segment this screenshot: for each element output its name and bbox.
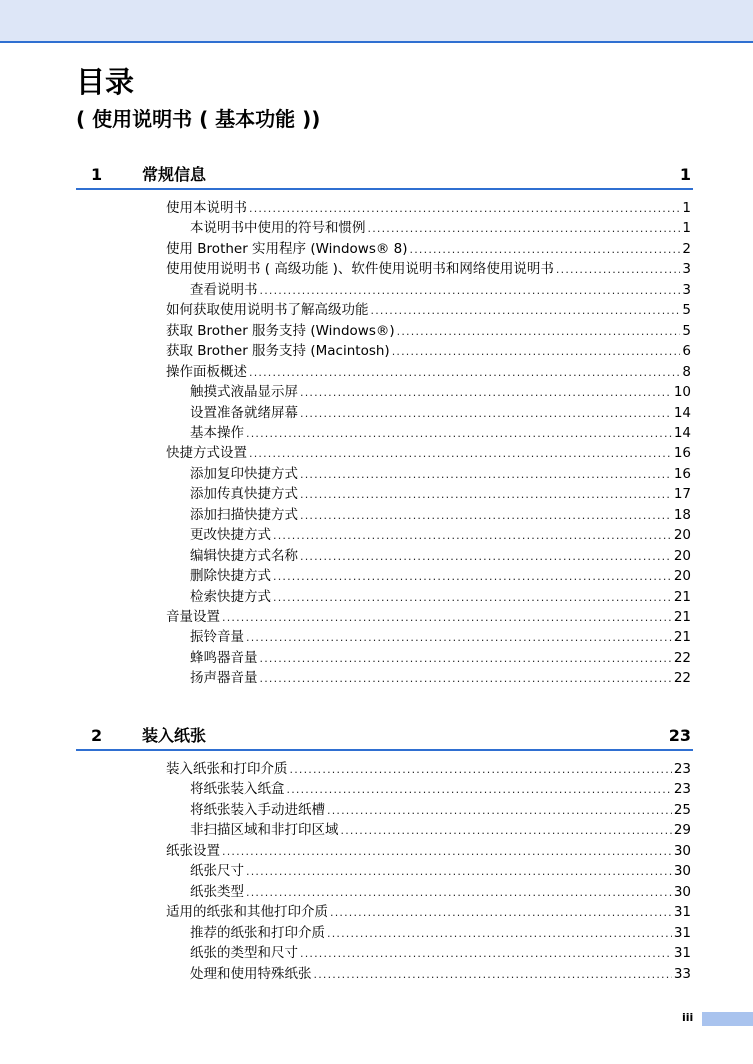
toc-entry-page: 16 <box>673 465 691 482</box>
chapter-title: 装入纸张 <box>142 726 207 745</box>
toc-leader-dots <box>260 649 672 669</box>
toc-leader-dots <box>327 924 672 944</box>
chapter-number: 2 <box>91 726 103 745</box>
toc-subentry[interactable] <box>190 484 691 504</box>
page-title: 目录 <box>76 65 135 99</box>
toc-entry-text: 基本操作 <box>190 424 244 441</box>
chapter-number: 1 <box>91 165 103 184</box>
toc-leader-dots <box>246 883 672 903</box>
toc-entry-page: 8 <box>682 363 691 380</box>
toc-entry-page: 16 <box>673 445 691 462</box>
toc-leader-dots <box>397 322 681 342</box>
chapter-page: 23 <box>668 726 691 745</box>
toc-subentry[interactable] <box>190 403 691 423</box>
toc-entry-page: 22 <box>673 670 691 687</box>
toc-entry-page: 6 <box>682 343 691 360</box>
toc-entry-page: 2 <box>682 240 691 257</box>
toc-entry-text: 蜂鸣器音量 <box>190 649 258 666</box>
toc-entry-page: 31 <box>673 945 691 962</box>
toc-subentry[interactable] <box>190 546 691 566</box>
toc-subentry[interactable] <box>190 566 691 586</box>
toc-subentry[interactable] <box>190 587 691 607</box>
toc-entry[interactable] <box>166 841 691 861</box>
toc-entry-page: 18 <box>673 506 691 523</box>
toc-entry-text: 处理和使用特殊纸张 <box>190 965 312 982</box>
toc-entry-text: 将纸张装入纸盒 <box>190 781 285 798</box>
toc-entry-text: 获取 Brother 服务支持 (Macintosh) <box>166 343 390 360</box>
toc-entry[interactable] <box>166 341 691 361</box>
toc-entry-page: 31 <box>673 924 691 941</box>
toc-leader-dots <box>300 485 672 505</box>
toc-subentry[interactable] <box>190 800 691 820</box>
toc-leader-dots <box>287 780 672 800</box>
toc-entry[interactable] <box>166 198 691 218</box>
toc-entry-page: 10 <box>673 384 691 401</box>
toc-entry[interactable] <box>166 759 691 779</box>
toc-entry-page: 30 <box>673 863 691 880</box>
toc-leader-dots <box>222 842 672 862</box>
toc-leader-dots <box>246 628 672 648</box>
toc-leader-dots <box>260 281 681 301</box>
toc-subentry[interactable] <box>190 964 691 984</box>
toc-entry-text: 非扫描区域和非打印区域 <box>190 822 339 839</box>
toc-entry-text: 使用本说明书 <box>166 200 247 216</box>
toc-entry-text: 纸张的类型和尺寸 <box>190 945 298 962</box>
toc-leader-dots <box>300 404 672 424</box>
toc-entry-page: 3 <box>682 281 691 298</box>
toc-entry-page: 1 <box>682 200 691 216</box>
footer-page-number: iii <box>682 1011 694 1024</box>
toc-entry-text: 纸张尺寸 <box>190 863 244 880</box>
toc-subentry[interactable] <box>190 861 691 881</box>
toc-entry[interactable] <box>166 259 691 279</box>
toc-leader-dots <box>246 862 672 882</box>
toc-leader-dots <box>273 588 672 608</box>
toc-entry-page: 20 <box>673 527 691 544</box>
toc-subentry[interactable] <box>190 280 691 300</box>
toc-leader-dots <box>556 260 680 280</box>
toc-subentry[interactable] <box>190 779 691 799</box>
toc-subentry[interactable] <box>190 820 691 840</box>
toc-entry-text: 获取 Brother 服务支持 (Windows®) <box>166 322 395 339</box>
toc-leader-dots <box>300 506 672 526</box>
toc-entry-page: 20 <box>673 568 691 585</box>
toc-entry-page: 30 <box>673 883 691 900</box>
chapter-page: 1 <box>679 165 691 184</box>
toc-entry[interactable] <box>166 902 691 922</box>
toc-entry-text: 推荐的纸张和打印介质 <box>190 924 325 941</box>
toc-entry-text: 使用使用说明书 ( 高级功能 )、软件使用说明书和网络使用说明书 <box>166 261 554 278</box>
toc-subentry[interactable] <box>190 648 691 668</box>
toc-subentry[interactable] <box>190 882 691 902</box>
toc-entry-page: 33 <box>673 965 691 982</box>
toc-leader-dots <box>300 547 672 567</box>
toc-entry-page: 17 <box>673 486 691 503</box>
toc-entry-page: 5 <box>682 322 691 339</box>
toc-entry-text: 本说明书中使用的符号和惯例 <box>190 220 366 237</box>
toc-subentry[interactable] <box>190 923 691 943</box>
toc-entry-text: 扬声器音量 <box>190 670 258 687</box>
toc-subentry[interactable] <box>190 382 691 402</box>
toc-leader-dots <box>249 444 672 464</box>
toc-entry-page: 31 <box>673 904 691 921</box>
toc-entry-page: 30 <box>673 842 691 859</box>
toc-entry-text: 添加扫描快捷方式 <box>190 506 298 523</box>
toc-subentry[interactable] <box>190 505 691 525</box>
toc-leader-dots <box>260 669 672 689</box>
toc-entry-page: 1 <box>682 220 691 237</box>
toc-entry[interactable] <box>166 321 691 341</box>
toc-entry-text: 触摸式液晶显示屏 <box>190 384 298 401</box>
toc-subentry[interactable] <box>190 668 691 688</box>
toc-leader-dots <box>273 567 672 587</box>
toc-entry-page: 21 <box>673 629 691 646</box>
toc-entry-text: 添加复印快捷方式 <box>190 465 298 482</box>
chapter-title: 常规信息 <box>142 165 207 184</box>
toc-leader-dots <box>327 801 672 821</box>
toc-entry-page: 21 <box>673 588 691 605</box>
toc-entry[interactable] <box>166 607 691 627</box>
toc-leader-dots <box>368 219 681 239</box>
toc-leader-dots <box>249 199 680 219</box>
toc-entry-text: 查看说明书 <box>190 281 258 298</box>
toc-leader-dots <box>330 903 672 923</box>
toc-leader-dots <box>410 240 681 260</box>
toc-entry[interactable] <box>166 362 691 382</box>
toc-leader-dots <box>246 424 672 444</box>
toc-entry[interactable] <box>166 443 691 463</box>
toc-subentry[interactable] <box>190 218 691 238</box>
toc-leader-dots <box>300 465 672 485</box>
toc-entry-text: 纸张类型 <box>190 883 244 900</box>
header-band <box>0 0 753 43</box>
toc-entry[interactable] <box>166 300 691 320</box>
toc-leader-dots <box>273 526 672 546</box>
toc-entry-text: 检索快捷方式 <box>190 588 271 605</box>
toc-leader-dots <box>341 821 672 841</box>
toc-entry-text: 快捷方式设置 <box>166 445 247 462</box>
toc-subentry[interactable] <box>190 943 691 963</box>
toc-entry-page: 5 <box>682 302 691 319</box>
toc-leader-dots <box>314 965 672 985</box>
toc-subentry[interactable] <box>190 423 691 443</box>
toc-entry-text: 删除快捷方式 <box>190 568 271 585</box>
toc-entry-text: 将纸张装入手动进纸槽 <box>190 801 325 818</box>
toc-entry-page: 3 <box>682 261 691 278</box>
toc-entry-text: 纸张设置 <box>166 842 220 859</box>
toc-entry-text: 添加传真快捷方式 <box>190 486 298 503</box>
toc-subentry[interactable] <box>190 525 691 545</box>
toc-leader-dots <box>300 383 672 403</box>
toc-entry-page: 20 <box>673 547 691 564</box>
page-subtitle: ( 使用说明书 ( 基本功能 )) <box>76 107 321 131</box>
toc-entry-page: 14 <box>673 424 691 441</box>
toc-entry-text: 操作面板概述 <box>166 363 247 380</box>
toc-leader-dots <box>392 342 681 362</box>
toc-leader-dots <box>371 301 681 321</box>
footer-bar <box>702 1012 753 1026</box>
toc-entry-text: 振铃音量 <box>190 629 244 646</box>
toc-leader-dots <box>300 944 672 964</box>
toc-entry-text: 音量设置 <box>166 609 220 625</box>
toc-entry-page: 25 <box>673 801 691 818</box>
toc-leader-dots <box>290 760 672 780</box>
toc-entry-text: 编辑快捷方式名称 <box>190 547 298 564</box>
toc-entry-page: 23 <box>673 781 691 798</box>
toc-entry[interactable] <box>166 239 691 259</box>
toc-entry-page: 21 <box>673 609 691 625</box>
chapter-heading-2[interactable] <box>76 725 693 751</box>
toc-entry-text: 装入纸张和打印介质 <box>166 761 288 777</box>
toc-entry-text: 更改快捷方式 <box>190 527 271 544</box>
toc-entry-page: 23 <box>673 761 691 777</box>
toc-entry-text: 设置准备就绪屏幕 <box>190 404 298 421</box>
toc-entry-page: 14 <box>673 404 691 421</box>
toc-subentry[interactable] <box>190 464 691 484</box>
chapter-heading-1[interactable] <box>76 164 693 190</box>
toc-leader-dots <box>249 363 680 383</box>
toc-entry-text: 适用的纸张和其他打印介质 <box>166 904 328 921</box>
toc-entry-page: 29 <box>673 822 691 839</box>
toc-entry-page: 22 <box>673 649 691 666</box>
toc-entry-text: 如何获取使用说明书了解高级功能 <box>166 302 369 319</box>
toc-subentry[interactable] <box>190 627 691 647</box>
toc-leader-dots <box>222 608 672 628</box>
toc-entry-text: 使用 Brother 实用程序 (Windows® 8) <box>166 240 408 257</box>
